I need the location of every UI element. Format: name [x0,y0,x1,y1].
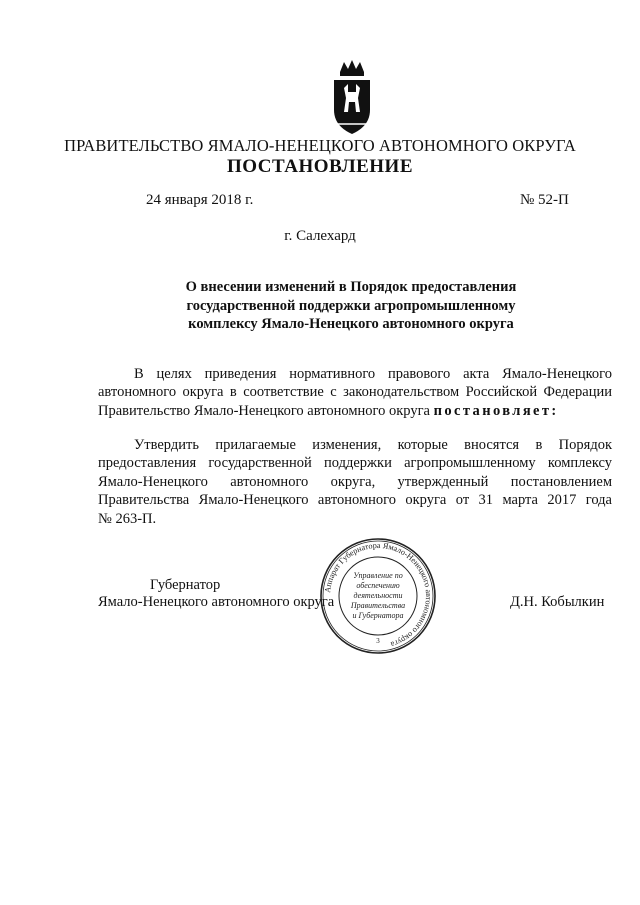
stamp-center-line: Управление по [353,571,403,580]
stamp-center-line: Правительства [350,601,406,610]
stamp-number: 3 [376,637,380,645]
paragraph-line: предоставления государственной поддержки агропромышленному комплексу [98,455,612,472]
paragraph-line: автономного округа в соответствие с законодательством Российской Федерации [98,384,612,401]
coat-of-arms-emblem [330,58,374,136]
signatory-position: Губернатор [150,577,221,593]
document-number: № 52-П [520,192,569,208]
document-date: 24 января 2018 г. [146,192,254,208]
paragraph-line: Утвердить прилагаемые изменения, которые вносятся в Порядок [134,437,612,453]
signatory-name: Д.Н. Кобылкин [510,594,605,610]
stamp-ring-text: Аппарат Губернатора Ямало-Ненецкого автономного округа [323,540,434,650]
decree-word: постановляет: [433,402,559,419]
preamble-paragraph [98,365,612,420]
paragraph-line [98,402,612,420]
stamp-center-line: и Губернатора [352,611,404,620]
signatory-organization: Ямало-Ненецкого автономного округа [98,594,335,610]
document-city: г. Салехард [284,228,356,244]
paragraph-line: В целях приведения нормативного правового акта Ямало-Ненецкого [134,366,612,382]
paragraph-line: № 263-П. [98,510,157,527]
organization-header: ПРАВИТЕЛЬСТВО ЯМАЛО-НЕНЕЦКОГО АВТОНОМНОГО ОКРУГА [64,136,576,155]
subject-title-line: государственной поддержки агропромышленному [186,297,516,314]
document-type-title: ПОСТАНОВЛЕНИЕ [226,156,414,177]
paragraph-line: Правительства Ямало-Ненецкого автономного округа от 31 марта 2017 года [98,492,612,509]
stamp-center-line: обеспечению [356,581,400,590]
document-subject-title [150,278,552,334]
paragraph-line: Ямало-Ненецкого автономного округа, утвержденный постановлением [98,473,612,490]
subject-title-line: О внесении изменений в Порядок предоставления [185,279,517,295]
decision-paragraph [98,436,612,528]
paragraph-line-text: Правительство Ямало-Ненецкого автономного округа [98,402,430,419]
subject-title-line: комплексу Ямало-Ненецкого автономного округа [188,316,514,332]
stamp-center-line: деятельности [353,591,403,600]
official-stamp [318,536,438,656]
